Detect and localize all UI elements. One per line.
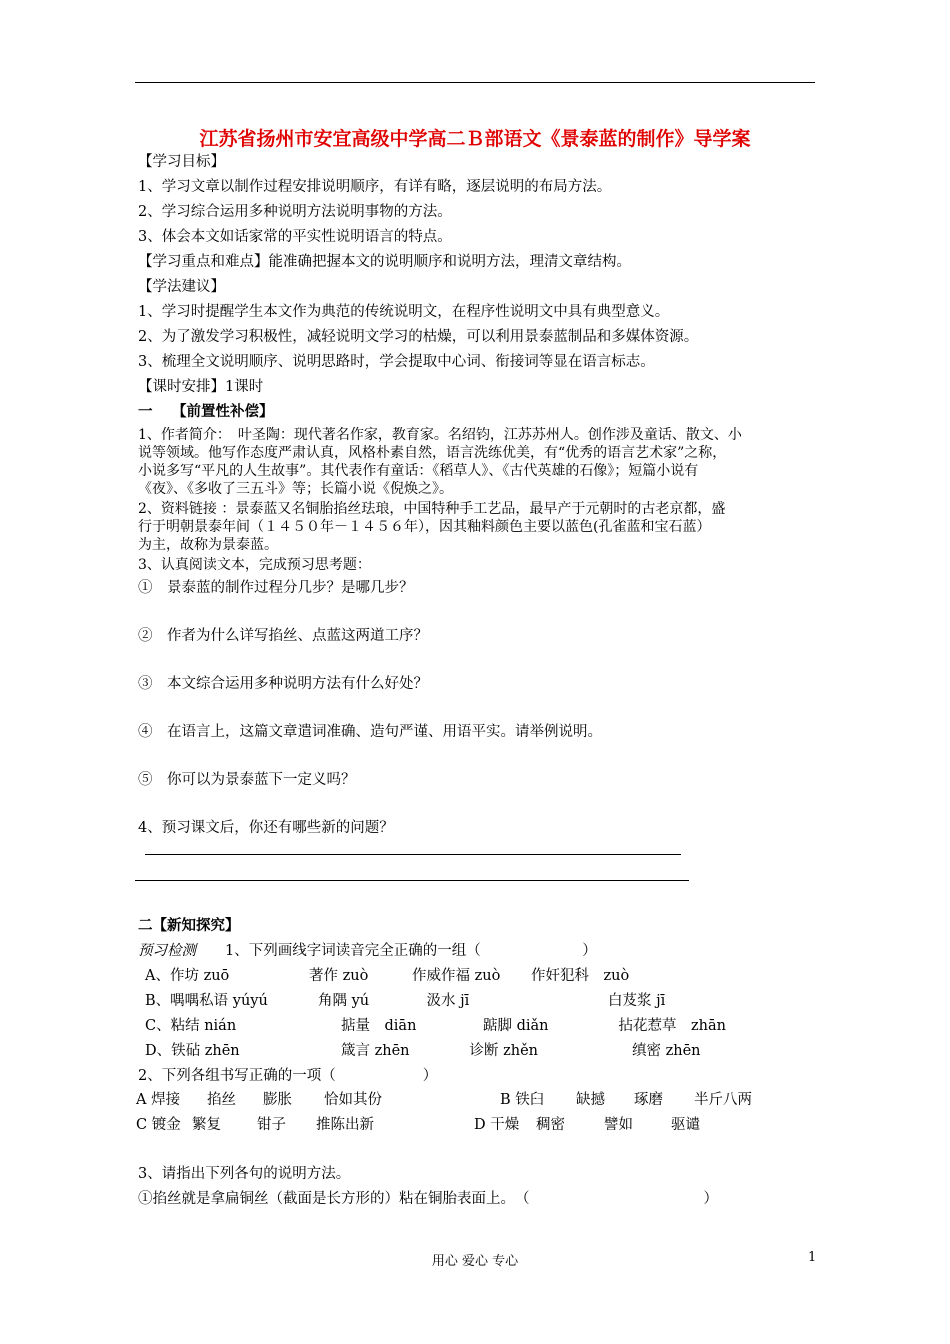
keypoints-line: 【学习重点和难点】能准确把握本文的说明顺序和说明方法，理清文章结构。 [138,254,631,270]
q2-option-d-1: D 干燥 [474,1117,520,1133]
objective-item-1: 1、学习文章以制作过程安排说明顺序，有详有略，逐层说明的布局方法。 [138,179,612,195]
q1-option-a-4: 作奸犯科 zuò [531,968,630,984]
q2-option-a-2: 掐丝 [207,1092,236,1108]
advice-heading: 【学法建议】 [138,279,225,295]
q2-option-d-4: 驱谴 [671,1117,700,1133]
q1-line [138,941,597,961]
document-title: 江苏省扬州市安宜高级中学高二Ｂ部语文《景泰蓝的制作》导学案 [199,128,751,150]
advice-item-3: 3、梳理全文说明顺序、说明思路时，学会提取中心词、衔接词等显在语言标志。 [138,354,655,370]
section2-heading: 二【新知探究】 [138,917,240,934]
q2-option-c-1: C 镀金 [136,1117,181,1133]
material-line-3: 为主，故称为景泰蓝。 [138,537,278,553]
q2-option-d-2: 稠密 [536,1117,565,1133]
objectives-heading: 【学习目标】 [138,154,225,170]
question-1: ① 景泰蓝的制作过程分几步？是哪几步？ [138,580,414,596]
q2-option-c-2: 繁复 [192,1117,221,1133]
top-rule [135,82,815,83]
advice-item-1: 1、学习时提醒学生本文作为典范的传统说明文，在程序性说明文中具有典型意义。 [138,304,670,320]
author-line-2: 说等领域。他写作态度严肃认真，风格朴素自然，语言洗练优美，有“优秀的语言艺术家”之称， [138,445,727,461]
q1-option-c-4: 拈花惹草 zhān [604,1018,726,1034]
section1-heading: 一 【前置性补偿】 [138,403,274,420]
q1-option-c-1: C、粘结 nián [145,1018,237,1034]
q1-option-b-2: 角隅 yú [318,993,370,1009]
q1-option-a-2: 著作 zuò [309,968,369,984]
q2-option-c-3: 钳子 [257,1117,286,1133]
q1-option-d-1: D、铁砧 zhēn [145,1043,240,1059]
author-line-1: 1、作者简介： 叶圣陶：现代著名作家，教育家。名绍钧，江苏苏州人。创作涉及童话、散文、小 [138,427,742,443]
q1-option-d-2: 箴言 zhēn [341,1043,410,1059]
advice-item-2: 2、为了激发学习积极性，减轻说明文学习的枯燥，可以利用景泰蓝制品和多媒体资源。 [138,329,699,345]
q1-option-a-3: 作威作福 zuò [412,968,501,984]
question-4: ④ 在语言上，这篇文章遣词准确、造句严谨、用语平实。请举例说明。 [138,724,602,740]
author-line-3: 小说多写“平凡的人生故事”。其代表作有童话：《稻草人》、《古代英雄的石像》；短篇小说有 [138,463,699,479]
q2-option-d-3: 譬如 [604,1117,633,1133]
material-line-1: 2、资料链接 ：景泰蓝又名铜胎掐丝珐琅，中国特种手工艺品，最早产于元朝时的古老京都，盛 [138,501,726,517]
q1-option-d-4: 缜密 zhēn [632,1043,701,1059]
question-3: ③ 本文综合运用多种说明方法有什么好处？ [138,676,428,692]
q2-line: 2、下列各组书写正确的一项（ ） [138,1068,438,1084]
q1-option-b-3: 汲水 jī [412,993,470,1009]
new-questions-prompt: 4、预习课文后，你还有哪些新的问题？ [138,820,394,836]
q1-option-d-3: 诊断 zhěn [455,1043,539,1059]
q1-text: 1、下列画线字词读音完全正确的一组（ ） [196,943,597,959]
question-5: ⑤ 你可以为景泰蓝下一定义吗？ [138,772,356,788]
q1-option-c-3: 踮脚 diǎn [483,1018,549,1034]
q2-option-a-1: A 焊接 [136,1092,181,1108]
objective-item-3: 3、体会本文如话家常的平实性说明语言的特点。 [138,229,452,245]
author-line-4: 《夜》、《多收了三五斗》等；长篇小说《倪焕之》。 [138,481,453,497]
question-2: ② 作者为什么详写掐丝、点蓝这两道工序？ [138,628,428,644]
footer-text: 用心 爱心 专心 [431,1254,519,1269]
page-number: 1 [808,1250,817,1265]
q2-option-a-4: 恰如其份 [324,1092,382,1108]
q1-option-b-1: B、喁喁私语 yúyú [145,993,268,1009]
material-line-4: 3、认真阅读文本，完成预习思考题： [138,557,371,573]
q2-option-b-4: 半斤八两 [694,1092,752,1108]
q2-option-c-4: 推陈出新 [316,1117,374,1133]
q3-line: 3、请指出下列各句的说明方法。 [138,1166,351,1182]
answer-line-1 [145,854,681,855]
objective-item-2: 2、学习综合运用多种说明方法说明事物的方法。 [138,204,452,220]
schedule-line: 【课时安排】1课时 [138,379,264,395]
q1-option-c-2: 掂量 diān [341,1018,417,1034]
q2-option-b-2: 缺撼 [576,1092,605,1108]
q1-option-b-4: 白芨浆 jī [608,993,666,1009]
preview-label: 预习检测 [138,943,196,959]
material-line-2: 行于明朝景泰年间（１４５０年－１４５６年），因其釉料颜色主要以蓝色(孔雀蓝和宝石蓝） [138,519,711,535]
answer-line-2 [135,880,689,881]
q2-option-b-1: B 铁臼 [500,1092,545,1108]
q2-option-b-3: 琢磨 [634,1092,663,1108]
q2-option-a-3: 膨胀 [263,1092,292,1108]
q3-item-1: ①掐丝就是拿扁铜丝（截面是长方形的）粘在铜胎表面上。 （ ） [138,1191,718,1207]
q1-option-a-1: A、作坊 zuō [145,968,230,984]
